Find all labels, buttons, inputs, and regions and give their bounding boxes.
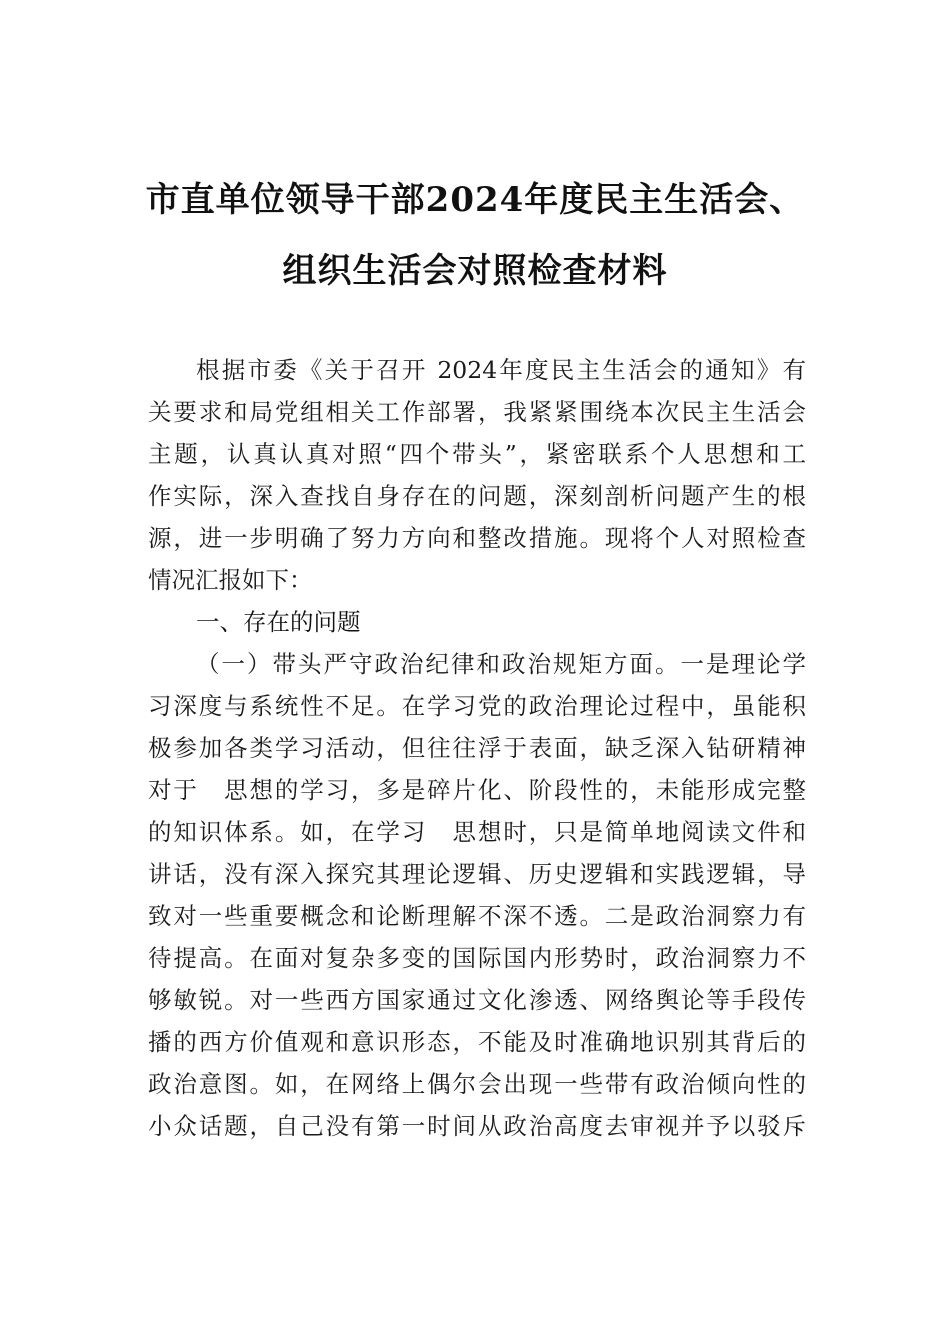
intro-line: 主题，认真认真对照“四个带头”，紧密联系个人思想和工 [148, 440, 806, 468]
section-line: （一）带头严守政治纪律和政治规矩方面。一是理论学 [196, 650, 806, 678]
intro-line: 根据市委《关于召开 2024年度民主生活会的通知》有 [196, 356, 806, 384]
section-line: 的知识体系。如，在学习 思想时，只是简单地阅读文件和 [148, 818, 806, 846]
intro-line: 作实际，深入查找自身存在的问题，深刻剖析问题产生的根 [148, 482, 806, 510]
section-line: 极参加各类学习活动，但往往浮于表面，缺乏深入钻研精神 [148, 734, 806, 762]
section-line: 对于 思想的学习，多是碎片化、阶段性的，未能形成完整 [148, 776, 806, 804]
intro-line: 源，进一步明确了努力方向和整改措施。现将个人对照检查 [148, 524, 806, 552]
intro-line: 情况汇报如下： [148, 566, 313, 594]
section-line: 播的西方价值观和意识形态，不能及时准确地识别其背后的 [148, 1028, 806, 1056]
section-line: 待提高。在面对复杂多变的国际国内形势时，政治洞察力不 [148, 944, 806, 972]
intro-line: 关要求和局党组相关工作部署，我紧紧围绕本次民主生活会 [148, 398, 806, 426]
section-line: 政治意图。如，在网络上偶尔会出现一些带有政治倾向性的 [148, 1070, 806, 1098]
document-title-line-2: 组织生活会对照检查材料 [282, 251, 668, 291]
section-line: 习深度与系统性不足。在学习党的政治理论过程中，虽能积 [148, 692, 806, 720]
section-line: 讲话，没有深入探究其理论逻辑、历史逻辑和实践逻辑，导 [148, 860, 806, 888]
section-line: 小众话题，自己没有第一时间从政治高度去审视并予以驳斥 [148, 1112, 806, 1140]
section-line: 够敏锐。对一些西方国家通过文化渗透、网络舆论等手段传 [148, 986, 806, 1014]
section-line: 致对一些重要概念和论断理解不深不透。二是政治洞察力有 [148, 902, 806, 930]
section-heading: 一、存在的问题 [196, 608, 361, 636]
document-title-line-1: 市直单位领导干部2024年度民主生活会、 [145, 180, 805, 220]
